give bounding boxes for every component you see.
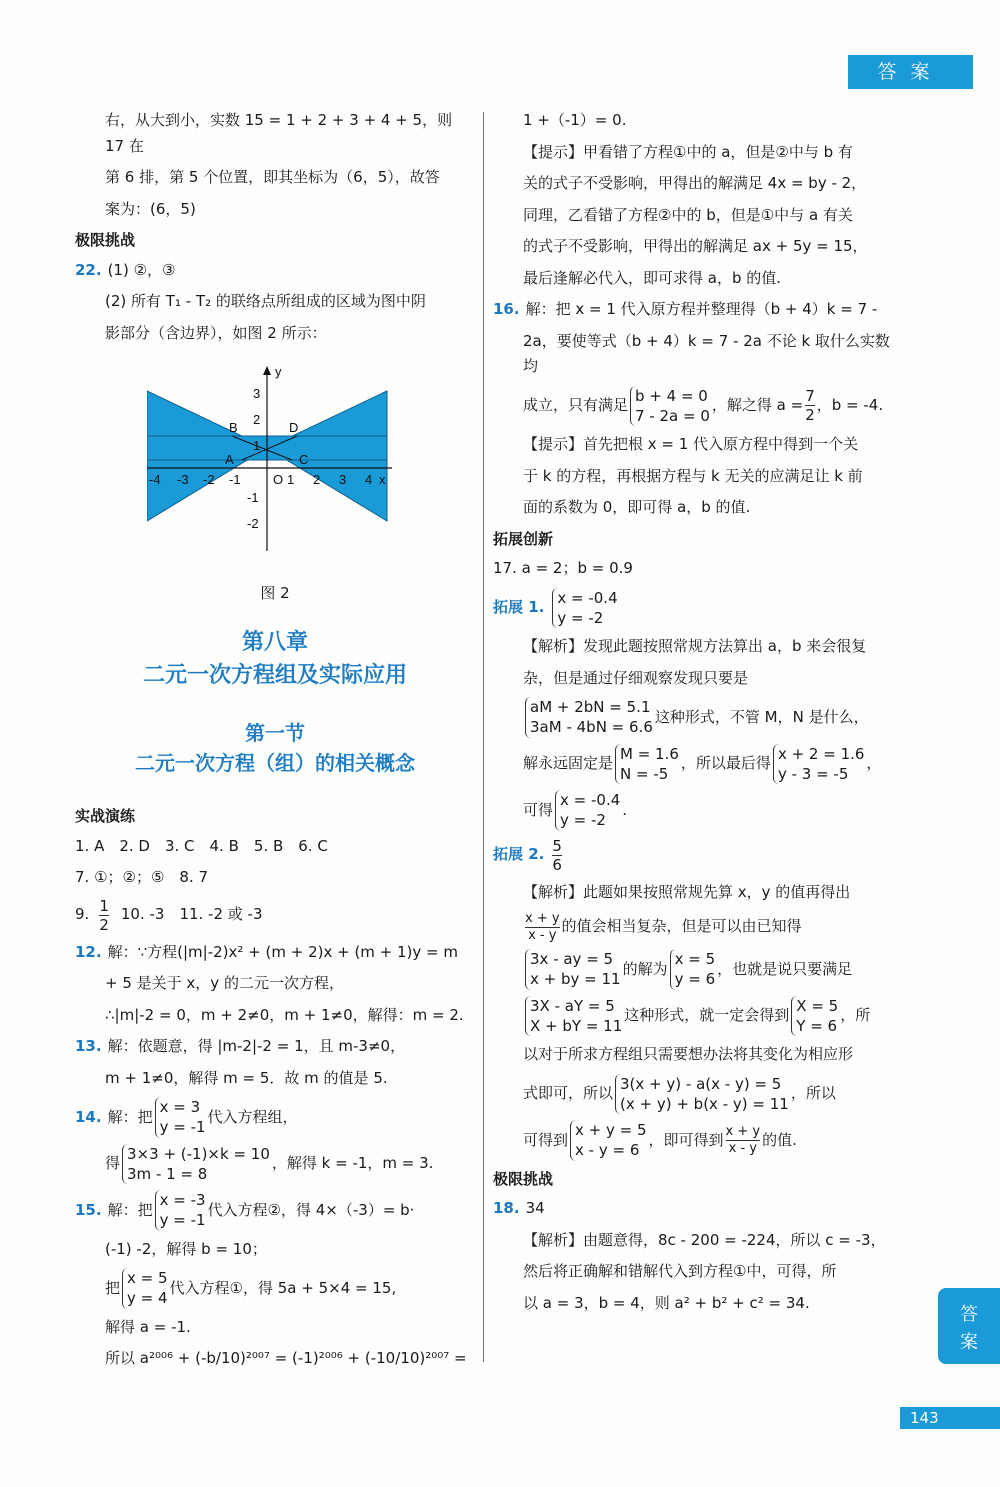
equation-system	[122, 1268, 168, 1309]
answer-text: (1) ②，③	[107, 260, 176, 279]
denominator: 2	[99, 915, 109, 934]
answer-line	[493, 1120, 898, 1161]
tick-y: 2	[253, 412, 261, 427]
answer-text: 34	[525, 1199, 545, 1218]
hint-text: 的式子不受影响，甲得出的解满足 ax + 5y = 15，	[523, 237, 868, 255]
answer-text: (-1) -2，解得 b = 10；	[105, 1239, 267, 1258]
analysis-text: 【解析】由题意得，8c - 200 = -224，所以 c = -3，	[523, 1230, 886, 1249]
analysis-text: 杂，但是通过仔细观察发现只要是	[523, 668, 749, 687]
equation: b + 4 = 0	[635, 386, 708, 405]
equation-system	[122, 1144, 270, 1185]
tick-x: -2	[203, 472, 215, 487]
equation: y = 4	[127, 1289, 168, 1308]
question-number: 12.	[75, 942, 102, 961]
answer-line	[493, 837, 898, 874]
fraction	[805, 387, 815, 424]
continued-text: 第 6 排，第 5 个位置，即其坐标为（6，5），故答	[105, 168, 440, 186]
analysis-text: 的值.	[762, 1130, 797, 1149]
analysis-text: ，所	[840, 1006, 871, 1025]
analysis-text: 这种形式，就一定会得到	[624, 1006, 790, 1025]
answer-line	[493, 911, 898, 943]
equation: x = 5	[674, 950, 716, 969]
numerator: x + y	[725, 1124, 761, 1140]
answer-text: 代入方程①，得 5a + 5×4 = 15,	[169, 1278, 397, 1297]
equation-system	[155, 1097, 206, 1138]
equation: x = -0.4	[557, 588, 618, 607]
equation: aM + 2bN = 5.1	[530, 698, 651, 716]
answer-text: 解：把	[107, 1107, 153, 1126]
equation-system	[552, 588, 617, 629]
tick-y: 3	[253, 386, 261, 401]
equation: y = 6	[674, 970, 716, 989]
equation-system	[525, 996, 622, 1037]
question-number: 13.	[75, 1037, 102, 1055]
y-label: y	[275, 366, 282, 379]
equation-system	[525, 697, 653, 738]
analysis-text: 可得	[523, 800, 554, 819]
answer-text: (2) 所有 T₁ - T₂ 的联络点所组成的区域为图中阴	[105, 292, 426, 310]
equation-system	[630, 386, 710, 427]
tick-x: -1	[229, 472, 241, 487]
answer-text: ，解之得 a =	[711, 396, 804, 414]
equation: 3x - ay = 5	[530, 950, 614, 969]
equation: y - 3 = -5	[777, 764, 849, 783]
tick-x: 4	[365, 472, 373, 487]
equation: x + y = 5	[575, 1121, 647, 1140]
analysis-text: 【解析】发现此题按照常规方法算出 a，b 来会很复	[523, 637, 867, 655]
equation: X = 5	[796, 996, 839, 1015]
continued-text: 右，从大到小，实数 15 = 1 + 2 + 3 + 4 + 5，则 17 在	[105, 111, 453, 155]
right-column	[493, 108, 898, 1322]
answer-text: 解：依题意，得 |m-2|-2 = 1，且 m-3≠0，	[107, 1037, 406, 1055]
analysis-text: 这种形式，不管 M，N 是什么，	[654, 707, 869, 726]
side-tab-line2: 案	[960, 1332, 978, 1353]
extension-label: 拓展 2.	[493, 845, 545, 864]
tick-x: -3	[177, 472, 189, 487]
equation-system	[773, 744, 864, 785]
section-heading: 极限挑战	[493, 1169, 554, 1188]
hint-text: 同理，乙看错了方程②中的 b，但是①中与 a 有关	[523, 205, 853, 224]
denominator: x - y	[728, 1140, 757, 1156]
equation-system	[670, 949, 716, 990]
point-label-c: C	[299, 452, 309, 467]
answer-text: 代入方程组，	[207, 1107, 298, 1126]
analysis-text: 的解为	[622, 959, 668, 978]
answer-text: 解得 a = -1.	[105, 1317, 191, 1336]
point-label-d: D	[289, 420, 299, 435]
answer-line	[493, 697, 898, 738]
denominator: 2	[805, 406, 815, 425]
numerator: 5	[552, 836, 562, 855]
equation: y = -1	[159, 1211, 206, 1230]
answer-text: ，解得 k = -1，m = 3.	[271, 1154, 434, 1172]
tick-y: 1	[253, 438, 261, 453]
answer-line: 7. ①；②；⑤ 8. 7	[75, 868, 209, 886]
analysis-text: 然后将正确解和错解代入到方程①中，可得，所	[523, 1262, 837, 1281]
hint-text: 【提示】首先把根 x = 1 代入原方程中得到一个关	[523, 435, 859, 453]
question-number: 14.	[75, 1107, 102, 1126]
equation-system	[570, 1120, 647, 1161]
point-label-a: A	[225, 452, 234, 467]
answer-text: ，b = -4.	[816, 396, 884, 414]
equation: 3×3 + (-1)×k = 10	[127, 1144, 270, 1163]
fraction	[99, 897, 109, 934]
analysis-text: 以对于所求方程组只需要想办法将其变化为相应形	[523, 1045, 854, 1064]
answer-text: + 5 是关于 x，y 的二元一次方程，	[105, 974, 344, 992]
equation: x + 2 = 1.6	[777, 744, 865, 763]
answer-text: 影部分（含边界），如图 2 所示：	[105, 323, 327, 342]
tick-x: 2	[313, 472, 321, 487]
answer-line	[493, 1074, 898, 1115]
answer-line	[493, 790, 898, 831]
fraction	[525, 911, 560, 943]
answer-line	[75, 1268, 475, 1309]
question-number: 9.	[75, 905, 90, 924]
continued-text: 案为：(6，5)	[105, 199, 196, 218]
tick-y: -2	[247, 516, 259, 531]
analysis-text: 解永远固定是	[523, 754, 614, 772]
tick-x: 1	[287, 472, 295, 487]
answer-line	[493, 386, 898, 427]
column-divider	[483, 112, 484, 1362]
page-number: 143	[900, 1407, 1000, 1429]
tick-y: -1	[247, 490, 259, 505]
equation-system	[615, 744, 679, 785]
equation: y = -2	[560, 811, 606, 830]
numerator: 1	[99, 896, 109, 915]
answer-text: 解：把 x = 1 代入原方程并整理得（b + 4）k = 7 -	[525, 300, 878, 318]
hint-text: 关的式子不受影响，甲得出的解满足 4x = by - 2，	[523, 174, 867, 192]
analysis-text: 【解析】此题如果按照常规先算 x，y 的值再得出	[523, 882, 851, 901]
answer-line	[493, 949, 898, 990]
equation: x = -3	[159, 1191, 206, 1209]
header-tag: 答案	[848, 55, 973, 89]
side-tab	[938, 1288, 1000, 1364]
equation: x = 3	[159, 1098, 201, 1116]
equation: x + by = 11	[530, 970, 621, 989]
tick-x: 3	[339, 472, 347, 487]
answer-line	[75, 897, 475, 934]
equation: X + bY = 11	[530, 1016, 623, 1035]
equation: N = -5	[620, 764, 669, 783]
answer-text: 把	[105, 1278, 121, 1297]
answer-line: 1. A 2. D 3. C 4. B 5. B 6. C	[75, 836, 328, 855]
y-axis-arrow	[263, 366, 271, 375]
answer-line	[493, 744, 898, 785]
answer-line	[493, 588, 898, 629]
origin-label: O	[273, 472, 284, 487]
equation: (x + y) + b(x - y) = 11	[620, 1094, 789, 1113]
answer-line: 17. a = 2；b = 0.9	[493, 559, 633, 577]
analysis-text: 的值会相当复杂，但是可以由已知得	[561, 917, 802, 936]
analysis-text: ，	[866, 754, 882, 772]
answer-text: 代入方程②，得 4×（-3）= b·	[207, 1200, 415, 1219]
side-tab-line1: 答	[960, 1304, 978, 1325]
analysis-text: 可得到	[523, 1130, 569, 1149]
question-number: 15.	[75, 1200, 102, 1219]
equation-system	[555, 790, 620, 831]
answer-text: m + 1≠0，解得 m = 5．故 m 的值是 5.	[105, 1068, 388, 1087]
answer-text: 解：∵方程(|m|-2)x² + (m + 2)x + (m + 1)y = m	[107, 942, 458, 961]
fraction	[726, 1124, 761, 1156]
equation: 3aM - 4bN = 6.6	[530, 718, 653, 737]
hint-text: 【提示】甲看错了方程①中的 a，但是②中与 b 有	[523, 142, 853, 161]
denominator: x - y	[528, 927, 557, 943]
hint-text: 于 k 的方程，再根据方程与 k 无关的应满足让 k 前	[523, 466, 863, 485]
equation: M = 1.6	[620, 744, 679, 763]
section-title: 第一节	[245, 721, 305, 745]
equation: 7 - 2a = 0	[635, 406, 710, 425]
section-heading: 拓展创新	[493, 529, 554, 548]
left-column	[75, 108, 475, 1378]
equation: x - y = 6	[575, 1141, 640, 1160]
extension-label: 拓展 1.	[493, 598, 545, 616]
equation: y = -2	[557, 608, 604, 627]
equation: 3(x + y) - a(x - y) = 5	[620, 1074, 782, 1093]
numerator: x + y	[525, 911, 560, 926]
equation: x = 5	[127, 1269, 168, 1287]
x-label: x	[379, 472, 386, 487]
region-graph	[147, 366, 397, 556]
equation: y = -1	[159, 1118, 206, 1137]
equation-system	[615, 1074, 789, 1115]
analysis-text: .	[622, 800, 628, 819]
equation: Y = 6	[796, 1016, 838, 1035]
analysis-text: 以 a = 3，b = 4，则 a² + b² + c² = 34.	[523, 1293, 810, 1312]
equation-system	[155, 1190, 206, 1231]
tick-x: -4	[149, 472, 161, 487]
hint-text: 面的系数为 0，即可得 a，b 的值.	[523, 498, 751, 516]
analysis-text: ，也就是说只要满足	[717, 959, 853, 978]
answer-text: 解：把	[107, 1200, 153, 1219]
answer-line	[75, 1144, 475, 1185]
equation-system	[525, 949, 621, 990]
chapter-subtitle: 二元一次方程组及实际应用	[142, 663, 407, 688]
figure-caption: 图 2	[260, 583, 290, 602]
question-number: 22.	[75, 260, 102, 279]
answer-text: 10. -3 11. -2 或 -3	[120, 905, 263, 924]
hint-text: 最后逢解必代入，即可求得 a，b 的值.	[523, 268, 782, 287]
point-label-b: B	[229, 420, 238, 435]
analysis-text: ，所以最后得	[680, 754, 771, 772]
question-number: 18.	[493, 1199, 520, 1218]
answer-line	[493, 996, 898, 1037]
section-subtitle: 二元一次方程（组）的相关概念	[135, 751, 415, 775]
analysis-text: ，所以	[790, 1084, 836, 1103]
equation: 3X - aY = 5	[530, 996, 615, 1015]
equation: x = -0.4	[560, 791, 621, 809]
equation-system	[791, 996, 838, 1037]
section-heading: 实战演练	[75, 807, 136, 825]
numerator: 7	[805, 387, 815, 406]
answer-text: 所以 a²⁰⁰⁶ + (-b/10)²⁰⁰⁷ = (-1)²⁰⁰⁶ + (-10/10)²⁰⁰⁷ =	[105, 1349, 467, 1367]
analysis-text: ，即可得到	[648, 1130, 724, 1149]
question-number: 16.	[493, 300, 520, 318]
answer-text: 成立，只有满足	[523, 396, 629, 414]
section-heading: 极限挑战	[75, 231, 136, 249]
equation: 3m - 1 = 8	[127, 1164, 208, 1183]
answer-text: ∴|m|-2 = 0，m + 2≠0，m + 1≠0，解得：m = 2.	[105, 1005, 464, 1024]
answer-text: 1 +（-1）= 0.	[523, 111, 627, 129]
fraction	[552, 837, 562, 874]
answer-line	[75, 1097, 475, 1138]
analysis-text: 式即可，所以	[523, 1084, 614, 1103]
answer-line	[75, 1190, 475, 1231]
denominator: 6	[552, 855, 562, 874]
answer-text: 2a，要使等式（b + 4）k = 7 - 2a 不论 k 取什么实数均	[523, 331, 890, 375]
answer-text: 得	[105, 1154, 121, 1172]
chapter-title: 第八章	[241, 630, 308, 655]
